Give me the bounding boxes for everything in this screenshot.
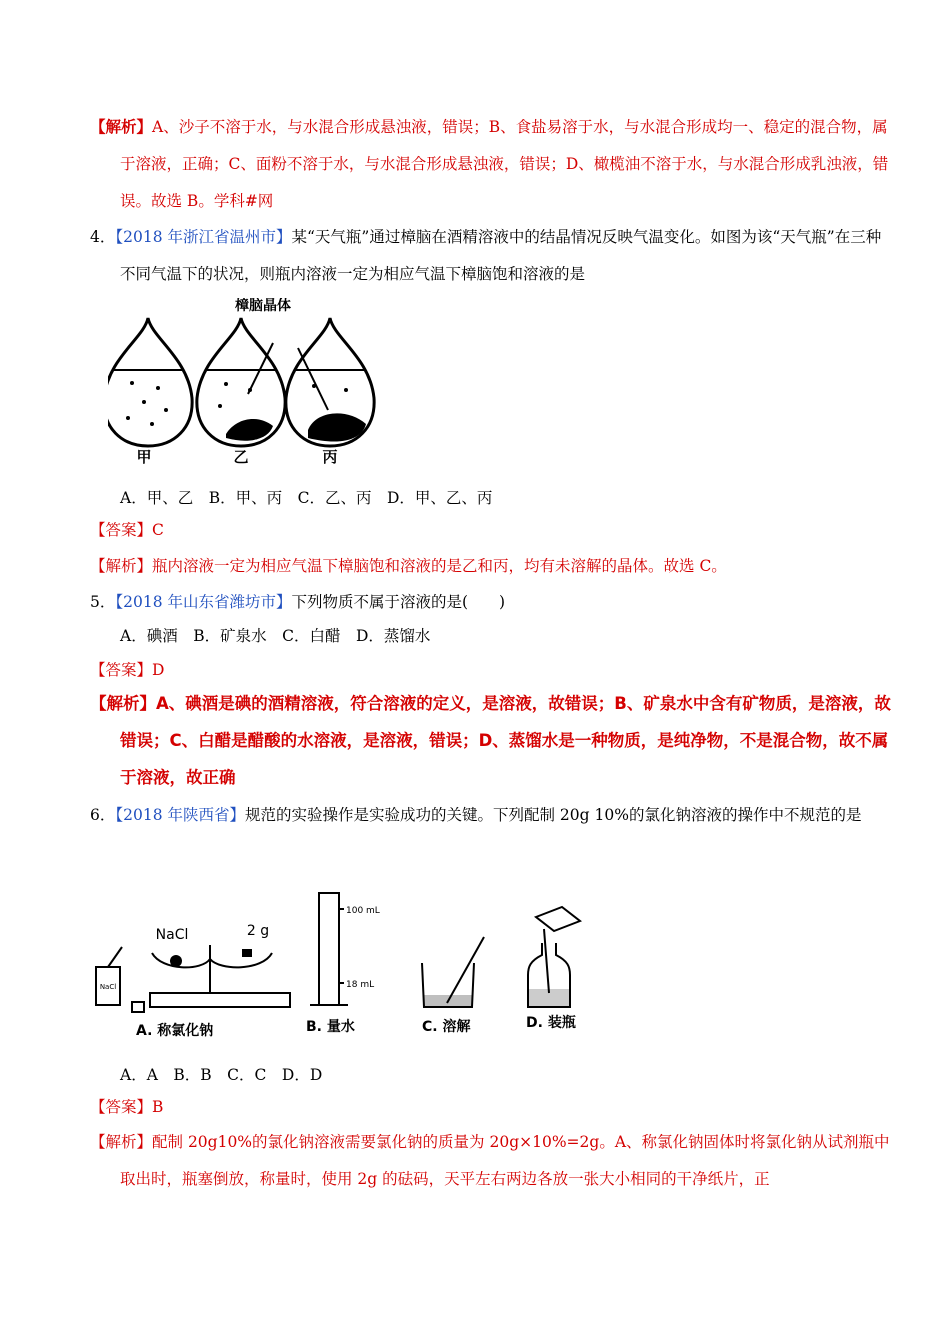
q6-answer (90, 1089, 865, 1126)
label-step-a: A. 称氯化钠 (136, 1023, 214, 1039)
label-bottle: NaCl (99, 983, 117, 991)
weather-bottle-figure (108, 298, 378, 466)
analysis-tag: 【解析】 (90, 1133, 153, 1151)
analysis-tag: 【解析】 (90, 557, 153, 575)
right-pan (210, 953, 272, 967)
answer-tag: 【答案】 (90, 1098, 153, 1116)
analysis-text: A、碘酒是碘的酒精溶液，符合溶液的定义，是溶液，故错误；B、矿泉水中含有矿物质，是溶液，故错误；C、白醋是醋酸的水溶液，是溶液，错误；D、蒸馏水是一种物质，是纯净物，不是混合物，故不属于溶液，故正确 (120, 694, 891, 787)
question-source: 【2018 年陕西省】 (115, 806, 245, 824)
analysis-text: A、沙子不溶于水，与水混合形成悬浊液，错误；B、食盐易溶于水，与水混合形成均一、稳定的混合物，属于溶液，正确；C、面粉不溶于水，与水混合形成悬浊液，错误；D、橄榄油不溶于水，与水混合形成乳浊液，错误。故选 B。学科#网 (120, 118, 889, 210)
question-stem: 规范的实验操作是实验成功的关键。下列配制 20g 10%的氯化钠溶液的操作中不规范的是 (245, 806, 862, 824)
analysis-tag: 【解析】 (90, 694, 156, 713)
analysis-text: 瓶内溶液一定为相应气温下樟脑饱和溶液的是乙和丙，均有未溶解的晶体。故选 C。 (152, 557, 727, 575)
question-4 (90, 219, 895, 293)
answer-value: D (152, 661, 165, 679)
q5-analysis (90, 685, 895, 796)
question-number: 4． (90, 228, 116, 246)
label-step-b: B. 量水 (306, 1019, 355, 1035)
bottle-jia (108, 318, 192, 446)
label-weight: 2 g (246, 923, 270, 939)
question-stem: 某“天气瓶”通过樟脑在酒精溶液中的结晶情况反映气温变化。如图为该“天气瓶”在三种不同气温下的状况，则瓶内溶液一定为相应气温下樟脑饱和溶液的是 (120, 228, 882, 283)
answer-value: C (152, 521, 164, 539)
q4-options: A．甲、乙 B．甲、丙 C．乙、丙 D．甲、乙、丙 (120, 489, 493, 507)
balance-base (150, 993, 290, 1007)
glass-rod (447, 937, 484, 1003)
q6-options: A．A B．B C．C D．D (120, 1066, 323, 1084)
analysis-text: 配制 20g10%的氯化钠溶液需要氯化钠的质量为 20g×10%=2g。A、称氯化钠固体时将氯化钠从试剂瓶中取出时，瓶塞倒放，称量时，使用 2g 的砝码，天平左右两边各放一张大小相同的干净纸片，正 (120, 1133, 890, 1188)
question-5 (90, 584, 865, 621)
q4-answer (90, 512, 865, 549)
label-yi: 乙 (233, 448, 249, 466)
measuring-cylinder (319, 893, 339, 1005)
q5-options: A．碘酒 B．矿泉水 C．白醋 D．蒸馏水 (120, 627, 431, 645)
label-step-d: D. 装瓶 (526, 1015, 576, 1031)
pouring-beaker (536, 907, 580, 931)
question-stem: 下列物质不属于溶液的是( ) (291, 593, 506, 611)
label-bing: 丙 (322, 448, 338, 466)
q5-answer (90, 652, 865, 689)
label-crystal: 樟脑晶体 (235, 298, 291, 314)
q6-analysis (90, 1124, 895, 1198)
analysis-q3 (90, 108, 895, 220)
question-source: 【2018 年浙江省温州市】 (115, 228, 292, 246)
answer-tag: 【答案】 (90, 521, 153, 539)
question-number: 5． (90, 593, 116, 611)
answer-tag: 【答案】 (90, 661, 153, 679)
question-source: 【2018 年山东省潍坊市】 (115, 593, 292, 611)
label-step-c: C. 溶解 (422, 1019, 471, 1035)
label-cyl-top: 100 mL (346, 906, 380, 916)
label-jia: 甲 (136, 448, 152, 466)
answer-value: B (152, 1098, 164, 1116)
analysis-tag: 【解析】 (90, 117, 153, 136)
question-number: 6． (90, 806, 116, 824)
question-6 (90, 797, 895, 834)
q4-analysis (90, 548, 865, 585)
nacl-solution-figure (92, 885, 632, 1045)
label-cyl-mark: 18 mL (346, 980, 375, 990)
label-nacl: NaCl (155, 927, 189, 943)
